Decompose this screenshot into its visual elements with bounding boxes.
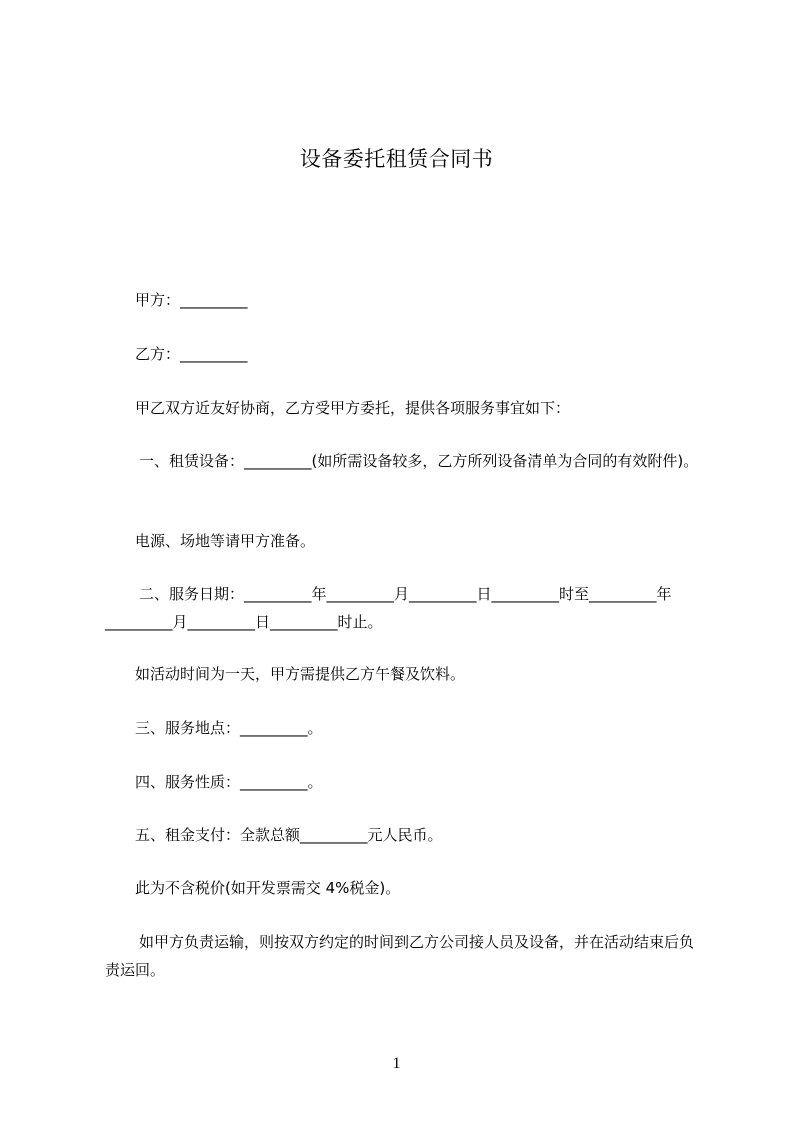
party-b-line: 乙方：_________ bbox=[135, 345, 248, 363]
transport-clause: 如甲方负责运输，则按双方约定的时间到乙方公司接人员及设备，并在活动结束后负责运回。 bbox=[105, 933, 695, 979]
page-number: 1 bbox=[392, 1055, 401, 1072]
intro-paragraph: 甲乙双方近友好协商，乙方受甲方委托，提供各项服务事宜如下： bbox=[135, 399, 571, 417]
power-site-note: 电源、场地等请甲方准备。 bbox=[135, 532, 316, 550]
clause-equipment: 一、租赁设备：_________(如所需设备较多，乙方所列设备清单为合同的有效附件)。 bbox=[139, 452, 699, 470]
meal-note: 如活动时间为一天，甲方需提供乙方午餐及饮料。 bbox=[135, 665, 466, 683]
document-title: 设备委托租赁合同书 bbox=[299, 147, 494, 171]
clause-service-location: 三、服务地点：_________。 bbox=[135, 719, 323, 737]
tax-note: 此为不含税价(如开发票需交 4%税金)。 bbox=[135, 879, 401, 897]
party-a-line: 甲方：_________ bbox=[135, 291, 248, 309]
clause-service-date: 二、服务日期：_________年_________月_________日_________时至_________年_________月_________日_________时止。 bbox=[105, 585, 672, 631]
clause-service-nature: 四、服务性质：_________。 bbox=[135, 773, 323, 791]
clause-rent-payment: 五、租金支付：全款总额_________元人民币。 bbox=[135, 826, 443, 844]
